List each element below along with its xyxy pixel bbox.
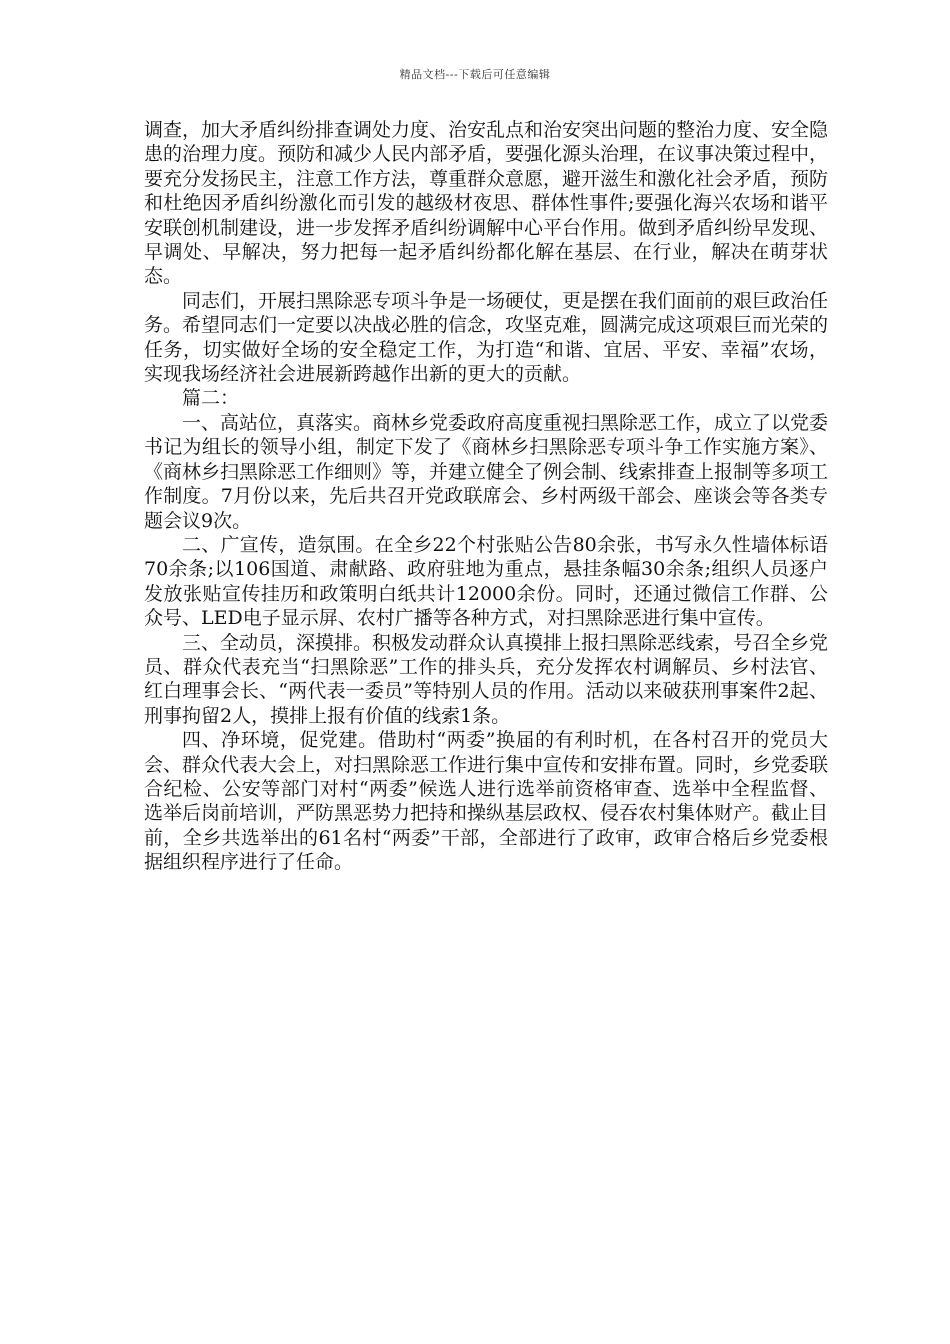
paragraph-closing-remarks: 同志们，开展扫黑除恶专项斗争是一场硬仗，更是摆在我们面前的艰巨政治任务。希望同志们一定要以决战必胜的信念，攻坚克难，圆满完成这项艰巨而光荣的任务，切实做好全场的安全稳定工作，为打造“和谐、宜居、平安、幸福”农场，实现我场经济社会进展新跨越作出新的更大的贡献。 bbox=[144, 289, 829, 386]
page-header: 精品文档---下载后可任意编辑 bbox=[399, 68, 551, 81]
paragraph-point-one: 一、高站位，真落实。商林乡党委政府高度重视扫黑除恶工作，成立了以党委书记为组长的领导小组，制定下发了《商林乡扫黑除恶专项斗争工作实施方案》、《商林乡扫黑除恶工作细则》等，并建立健全了例会制、线索排查上报制等多项工作制度。7月份以来，先后共召开党政联席会、乡村两级干部会、座谈会等各类专题会议9次。 bbox=[144, 411, 829, 532]
paragraph-point-two: 二、广宣传，造氛围。在全乡22个村张贴公告80余张，书写永久性墙体标语70余条;以106国道、肃献路、政府驻地为重点，悬挂条幅30余条;组织人员逐户发放张贴宣传挂历和政策明白纸共计12000余份。同时，还通过微信工作群、公众号、LED电子显示屏、农村广播等各种方式，对扫黑除恶进行集中宣传。 bbox=[144, 533, 828, 630]
paragraph-point-three: 三、全动员，深摸排。积极发动群众认真摸排上报扫黑除恶线索，号召全乡党员、群众代表充当“扫黑除恶”工作的排头兵，充分发挥农村调解员、乡村法官、红白理事会长、“两代表一委员”等特别人员的作用。活动以来破获刑事案件2起、刑事拘留2人，摸排上报有价值的线索1条。 bbox=[144, 631, 829, 727]
paragraph-continuation: 调查，加大矛盾纠纷排查调处力度、治安乱点和治安突出问题的整治力度、安全隐患的治理力度。预防和减少人民内部矛盾，要强化源头治理，在议事决策过程中，要充分发扬民主，注意工作方法，尊重群众意愿，避开滋生和激化社会矛盾，预防和杜绝因矛盾纠纷激化而引发的越级材夜思、群体性事件;要强化海兴农场和谐平安联创机制建设，进一步发挥矛盾纠纷调解中心平台作用。做到矛盾纠纷早发现、早调处、早解决，努力把每一起矛盾纠纷都化解在基层、在行业，解决在萌芽状态。 bbox=[144, 119, 829, 288]
document-body bbox=[144, 118, 828, 875]
paragraph-point-four: 四、净环境，促党建。借助村“两委”换届的有利时机，在各村召开的党员大会、群众代表大会上，对扫黑除恶工作进行集中宣传和安排布置。同时，乡党委联合纪检、公安等部门对村“两委”候选人进行选举前资格审查、选举中全程监督、选举后岗前培训，严防黑恶势力把持和操纵基层政权、侵吞农村集体财产。截止目前，全乡共选举出的61名村“两委”干部，全部进行了政审，政审合格后乡党委根据组织程序进行了任命。 bbox=[144, 729, 829, 874]
section-heading-part-two: 篇二： bbox=[182, 387, 240, 410]
